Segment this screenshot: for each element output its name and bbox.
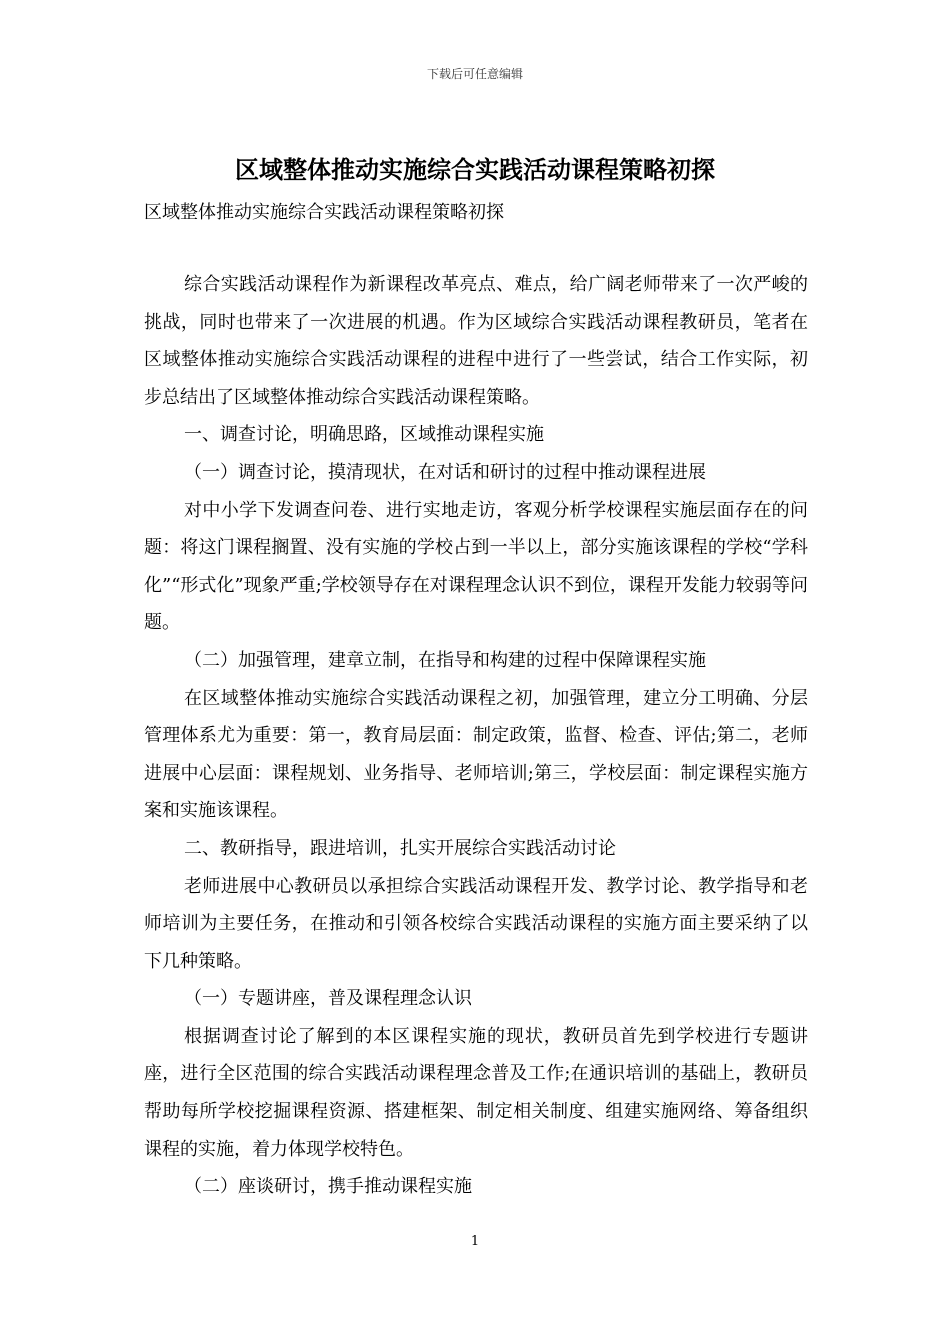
paragraph-management: 在区域整体推动实施综合实践活动课程之初，加强管理，建立分工明确、分层管理体系尤为重要：第一，教育局层面：制定政策，监督、检查、评估;第二，老师进展中心层面：课程规划、业务指导、老师培训;第三，学校层面：制定课程实施方案和实施该课程。 (144, 687, 808, 822)
paragraph-lectures: 根据调查讨论了解到的本区课程实施的现状，教研员首先到学校进行专题讲座，进行全区范围的综合实践活动课程理念普及工作;在通识培训的基础上，教研员帮助每所学校挖掘课程资源、搭建框架、制定相关制度、组建实施网络、筹备组织课程的实施，着力体现学校特色。 (144, 1025, 808, 1160)
subsection-heading-1-2: （二）加强管理，建章立制，在指导和构建的过程中保障课程实施 (184, 649, 706, 671)
subsection-heading-2-2: （二）座谈研讨，携手推动课程实施 (184, 1176, 472, 1198)
document-body (144, 266, 808, 1206)
paragraph-intro: 综合实践活动课程作为新课程改革亮点、难点，给广阔老师带来了一次严峻的挑战，同时也带来了一次进展的机遇。作为区域综合实践活动课程教研员，笔者在区域整体推动实施综合实践活动课程的进程中进行了一些尝试，结合工作实际，初步总结出了区域整体推动综合实践活动课程策略。 (144, 274, 808, 408)
paragraph-research-guidance: 老师进展中心教研员以承担综合实践活动课程开发、教学讨论、教学指导和老师培训为主要任务，在推动和引领各校综合实践活动课程的实施方面主要采纳了以下几种策略。 (144, 875, 808, 972)
subsection-heading-2-1: （一）专题讲座，普及课程理念认识 (184, 988, 472, 1010)
paragraph-survey: 对中小学下发调查问卷、进行实地走访，客观分析学校课程实施层面存在的问题：将这门课程搁置、没有实施的学校占到一半以上，部分实施该课程的学校“学科化”“形式化”现象严重;学校领导存在对课程理念认识不到位，课程开发能力较弱等问题。 (144, 499, 808, 634)
page-number: 1 (470, 1234, 480, 1249)
document-subtitle: 区域整体推动实施综合实践活动课程策略初探 (144, 202, 504, 223)
section-heading-2: 二、教研指导，跟进培训，扎实开展综合实践活动讨论 (184, 837, 616, 859)
section-heading-1: 一、调查讨论，明确思路，区域推动课程实施 (184, 424, 544, 446)
document-title: 区域整体推动实施综合实践活动课程策略初探 (235, 155, 715, 184)
subsection-heading-1-1: （一）调查讨论，摸清现状，在对话和研讨的过程中推动课程进展 (184, 461, 706, 483)
page-header-note: 下载后可任意编辑 (426, 67, 523, 81)
